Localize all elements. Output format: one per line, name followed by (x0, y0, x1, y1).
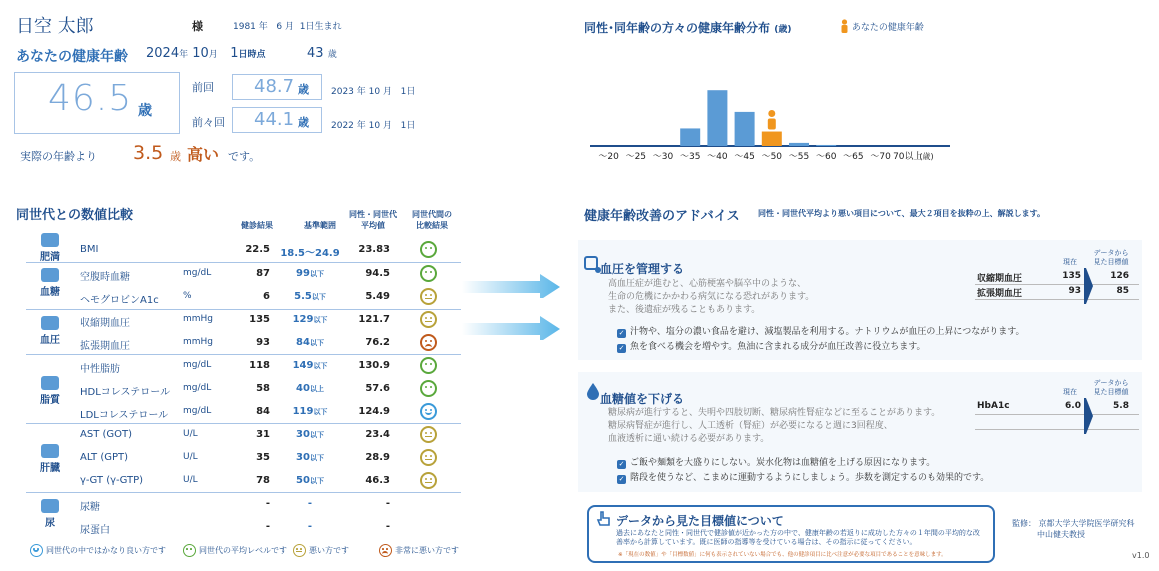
table-row (80, 286, 460, 309)
item-reference: 30以下 (296, 429, 324, 440)
item-unit: % (183, 291, 192, 301)
evaluation-date: 2024年 10月 1日時点 (146, 46, 266, 61)
item-unit: mg/dL (183, 360, 212, 370)
item-reference: - (307, 521, 313, 532)
advice-bullet: ✓ 階段を使うなど、こまめに運動するようにしましょう。歩数を測定するのも効果的です。 (618, 473, 990, 483)
arrow-right-icon (1084, 398, 1094, 434)
item-name: γ-GT (γ-GTP) (80, 475, 144, 486)
rating-face-icon (420, 449, 437, 466)
advice-bullet: ✓ 汁物や、塩分の濃い食品を避け、減塩製品を利用する。ナトリウムが血圧の上昇につながります。 (618, 327, 1025, 337)
difference-suffix: です。 (228, 150, 261, 163)
blood-drop-icon (586, 382, 600, 400)
target-info-note: ※「現在の数値」や「目標数値」に何も表示されていない場合でも、他の健診項目に比べ注意が必要な項目であることを意味します。 (618, 552, 947, 558)
item-average: 23.4 (365, 429, 390, 440)
histogram-chart (590, 40, 950, 165)
item-name: HDLコレステロール (80, 387, 171, 398)
check-icon: ✓ (618, 475, 625, 483)
x-tick-label: 〜55 (788, 152, 810, 162)
x-tick-label: 〜50 (761, 152, 783, 162)
item-result: - (265, 498, 270, 509)
difference-prefix: 実際の年齢より (20, 150, 97, 163)
advice-subtitle: 同性・同世代平均より悪い項目について、最大２項目を抜粋の上、解説します。 (758, 209, 1046, 218)
rating-face-icon (420, 380, 437, 397)
birth-date: 1981 年 6 月 1日生まれ (233, 22, 342, 32)
item-result: 118 (249, 360, 270, 371)
x-axis-unit: (歳) (919, 152, 934, 161)
rating-face-icon (420, 288, 437, 305)
x-tick-label: 〜60 (815, 152, 837, 162)
rating-face-icon (420, 265, 437, 282)
item-unit: mg/dL (183, 268, 212, 278)
before-previous-date: 2022 年 10 月 1日 (331, 121, 416, 131)
table-row (80, 447, 460, 470)
histogram-bar (735, 112, 755, 146)
before-previous-label: 前々回 (192, 116, 225, 129)
honorific: 様 (192, 20, 203, 33)
item-average: 130.9 (358, 360, 390, 371)
item-name: 空腹時血糖 (80, 272, 130, 283)
item-average: - (385, 521, 390, 532)
item-average: 124.9 (358, 406, 390, 417)
x-tick-label: 〜35 (679, 152, 701, 162)
item-result: 58 (256, 383, 270, 394)
fat-icon (41, 376, 59, 390)
supervisor: 監修： 京都大学大学院医学研究科 中山健夫教授 (1012, 519, 1135, 539)
item-reference: 30以下 (296, 452, 324, 463)
header-reference: 基準範囲 (304, 221, 336, 230)
liver-icon (41, 444, 59, 458)
item-name: 中性脂肪 (80, 364, 120, 375)
item-average: 28.9 (365, 452, 390, 463)
target-row: 拡張期血圧 93 85 (975, 285, 1139, 300)
category-urine: 尿 (30, 499, 70, 529)
patient-name: 日空 太郎 (16, 16, 94, 37)
item-average: 46.3 (365, 475, 390, 486)
x-tick-label: 〜25 (625, 152, 647, 162)
current-health-age-unit: 歳 (138, 103, 152, 119)
advice-bullet: ✓ 魚を食べる機会を増やす。魚油に含まれる成分が血圧改善に役立ちます。 (618, 342, 926, 352)
legend-item: 同世代の平均レベルです (183, 544, 287, 557)
item-unit: U/L (183, 429, 198, 439)
check-icon: ✓ (618, 460, 625, 468)
x-tick-label: 〜30 (652, 152, 674, 162)
legend-item: 同世代の中ではかなり良い方です (30, 544, 166, 557)
item-reference: 40以上 (296, 383, 324, 394)
item-reference: 149以下 (292, 360, 328, 371)
target-row: HbA1c 6.0 5.8 (975, 400, 1139, 415)
category-liver: 肝臓 (30, 444, 70, 474)
item-unit: mmHg (183, 314, 214, 324)
x-tick-label: 〜40 (707, 152, 728, 162)
histogram-bar (816, 145, 836, 146)
header-average: 同性・同世代 平均値 (349, 210, 397, 230)
item-reference: 18.5〜24.9 (280, 248, 340, 259)
x-tick-label: 〜65 (843, 152, 864, 162)
item-average: 121.7 (358, 314, 390, 325)
x-tick-label: 〜45 (734, 152, 755, 162)
item-unit: mg/dL (183, 383, 212, 393)
divider (26, 423, 461, 424)
item-average: 57.6 (365, 383, 390, 394)
item-average: 76.2 (365, 337, 390, 348)
item-name: 尿糖 (80, 502, 100, 513)
rating-face-icon (420, 334, 437, 351)
item-name: 尿蛋白 (80, 525, 110, 536)
item-result: 35 (256, 452, 270, 463)
item-rating (420, 311, 437, 328)
col-target: データから 見た目標値 (1093, 249, 1129, 266)
item-average: 94.5 (365, 268, 390, 279)
header-comparison: 同世代間の 比較結果 (412, 210, 452, 230)
table-row (80, 516, 460, 539)
person-icon (768, 110, 775, 117)
item-name: ALT (GPT) (80, 452, 129, 463)
rating-face-icon (420, 472, 437, 489)
difference-word: 高い (187, 145, 220, 164)
health-age-title: あなたの健康年齢 (16, 49, 128, 65)
item-name: BMI (80, 244, 99, 255)
table-row (80, 355, 460, 378)
table-row (80, 470, 460, 493)
pointing-hand-icon (596, 511, 612, 527)
previous-unit: 歳 (298, 83, 309, 96)
previous-date: 2023 年 10 月 1日 (331, 87, 416, 97)
item-result: 87 (256, 268, 270, 279)
item-unit: mg/dL (183, 406, 212, 416)
check-icon: ✓ (618, 344, 625, 352)
histogram-legend: あなたの健康年齢 (840, 19, 924, 33)
item-average: 5.49 (365, 291, 390, 302)
table-row (80, 424, 460, 447)
divider (26, 492, 461, 493)
item-result: 84 (256, 406, 270, 417)
rating-face-icon (30, 544, 43, 557)
item-unit: U/L (183, 452, 198, 462)
blood-pressure-icon (41, 316, 59, 330)
target-info-title: データから見た目標値について (616, 514, 784, 528)
rating-face-icon (293, 544, 306, 557)
item-reference: 50以下 (296, 475, 324, 486)
rating-face-icon (420, 403, 437, 420)
divider (26, 309, 461, 310)
category-obesity: 肥満 (30, 233, 70, 263)
difference-unit: 歳 (170, 150, 181, 163)
table-row (80, 401, 460, 424)
arrow-right-icon (462, 274, 562, 298)
before-previous-unit: 歳 (298, 116, 309, 129)
x-tick-label: 70以上 (893, 152, 923, 162)
item-result: 93 (256, 337, 270, 348)
col-now: 現在 (1063, 258, 1077, 266)
rating-face-icon (420, 241, 437, 258)
item-unit: U/L (183, 475, 198, 485)
rating-face-icon (420, 357, 437, 374)
table-row (80, 378, 460, 401)
previous-label: 前回 (192, 81, 214, 94)
item-name: 拡張期血圧 (80, 341, 130, 352)
legend-item: 悪い方です (293, 544, 349, 557)
col-now: 現在 (1063, 388, 1077, 396)
item-average: 23.83 (358, 244, 390, 255)
item-rating (420, 449, 437, 466)
table-row (80, 239, 460, 262)
item-average: - (385, 498, 390, 509)
advice-card-title: 血糖値を下げる (600, 392, 685, 406)
item-name: ヘモグロビンA1c (80, 295, 159, 306)
item-rating (420, 241, 437, 258)
item-rating (420, 472, 437, 489)
divider (26, 262, 461, 263)
item-rating (420, 380, 437, 397)
target-info-body: 過去にあなたと同性・同世代で健診値が近かった方の中で、健康年齢の若返りに成功した方々の１年間の平均的な改善率から計算しています。既に医師の指導等を受けている場合は、その指示に従ってください。 (616, 529, 980, 546)
item-rating (420, 426, 437, 443)
item-rating (420, 288, 437, 305)
table-row (80, 332, 460, 355)
person-icon (840, 19, 849, 33)
rating-face-icon (420, 311, 437, 328)
item-name: LDLコレステロール (80, 410, 169, 421)
item-unit: mmHg (183, 337, 214, 347)
item-result: 31 (256, 429, 270, 440)
divider (26, 354, 461, 355)
actual-age: 43 歳 (307, 46, 337, 61)
item-reference: 5.5以下 (294, 291, 326, 302)
rating-face-icon (183, 544, 196, 557)
arrow-right-icon (462, 316, 562, 340)
target-row-empty (975, 415, 1139, 430)
item-rating (420, 403, 437, 420)
item-reference: 99以下 (296, 268, 324, 279)
item-name: 収縮期血圧 (80, 318, 130, 329)
advice-bullet: ✓ ご飯や麺類を大盛りにしない。炭水化物は血糖値を上げる原因になります。 (618, 458, 936, 468)
difference-value: 3.5 (133, 142, 164, 164)
arrow-right-icon (1084, 268, 1094, 304)
x-tick-label: 〜70 (870, 152, 891, 162)
previous-value: 48.7 (254, 76, 295, 97)
advice-card-body: 糖尿病が進行すると、失明や四肢切断、糖尿病性腎症などに至ることがあります。 糖尿病腎症が進行し、人工透析（腎症）が必要になると週に3回程度、 血液透析に通い続ける必要があります。 (608, 408, 941, 444)
table-row (80, 263, 460, 286)
item-reference: 119以下 (292, 406, 328, 417)
item-rating (420, 357, 437, 374)
item-name: AST (GOT) (80, 429, 133, 440)
x-tick-label: 〜20 (598, 152, 619, 162)
body-icon (41, 233, 59, 247)
category-blood-pressure: 血圧 (30, 316, 70, 346)
legend-item: 非常に悪い方です (379, 544, 459, 557)
item-result: 22.5 (245, 244, 270, 255)
histogram-bar (680, 128, 700, 146)
item-result: - (265, 521, 270, 532)
comparison-title: 同世代との数値比較 (16, 208, 134, 223)
advice-card-title: 血圧を管理する (600, 262, 685, 276)
rating-face-icon (379, 544, 392, 557)
item-reference: 129以下 (292, 314, 328, 325)
category-blood-sugar: 血糖 (30, 268, 70, 298)
urine-cup-icon (41, 499, 59, 513)
item-result: 6 (263, 291, 270, 302)
histogram-title: 同性･同年齢の方々の健康年齢分布 (歳) (584, 21, 792, 35)
check-icon: ✓ (618, 329, 625, 337)
rating-face-icon (420, 426, 437, 443)
person-icon (768, 119, 776, 130)
item-rating (420, 265, 437, 282)
target-row: 収縮期血圧 135 126 (975, 270, 1139, 285)
before-previous-value: 44.1 (254, 109, 295, 130)
histogram-bar (762, 132, 782, 146)
advice-card-body: 高血圧症が進むと、心筋梗塞や脳卒中のような、 生命の危機にかかわる病気になる恐れがあります。 また、後遺症が残ることもあります。 (608, 279, 815, 315)
histogram-bar (707, 90, 727, 146)
item-result: 78 (256, 475, 270, 486)
blood-drop-icon (41, 268, 59, 282)
item-result: 135 (249, 314, 270, 325)
item-rating (420, 334, 437, 351)
table-row (80, 493, 460, 516)
current-health-age-value: 46.5 (48, 78, 133, 119)
table-row (80, 309, 460, 332)
category-lipid: 脂質 (30, 376, 70, 406)
advice-title: 健康年齢改善のアドバイス (584, 209, 740, 224)
col-target: データから 見た目標値 (1093, 379, 1129, 396)
item-reference: 84以下 (296, 337, 324, 348)
header-result: 健診結果 (241, 221, 273, 230)
item-reference: - (307, 498, 313, 509)
version-label: v1.0 (1132, 551, 1150, 560)
histogram-bar (789, 143, 809, 146)
